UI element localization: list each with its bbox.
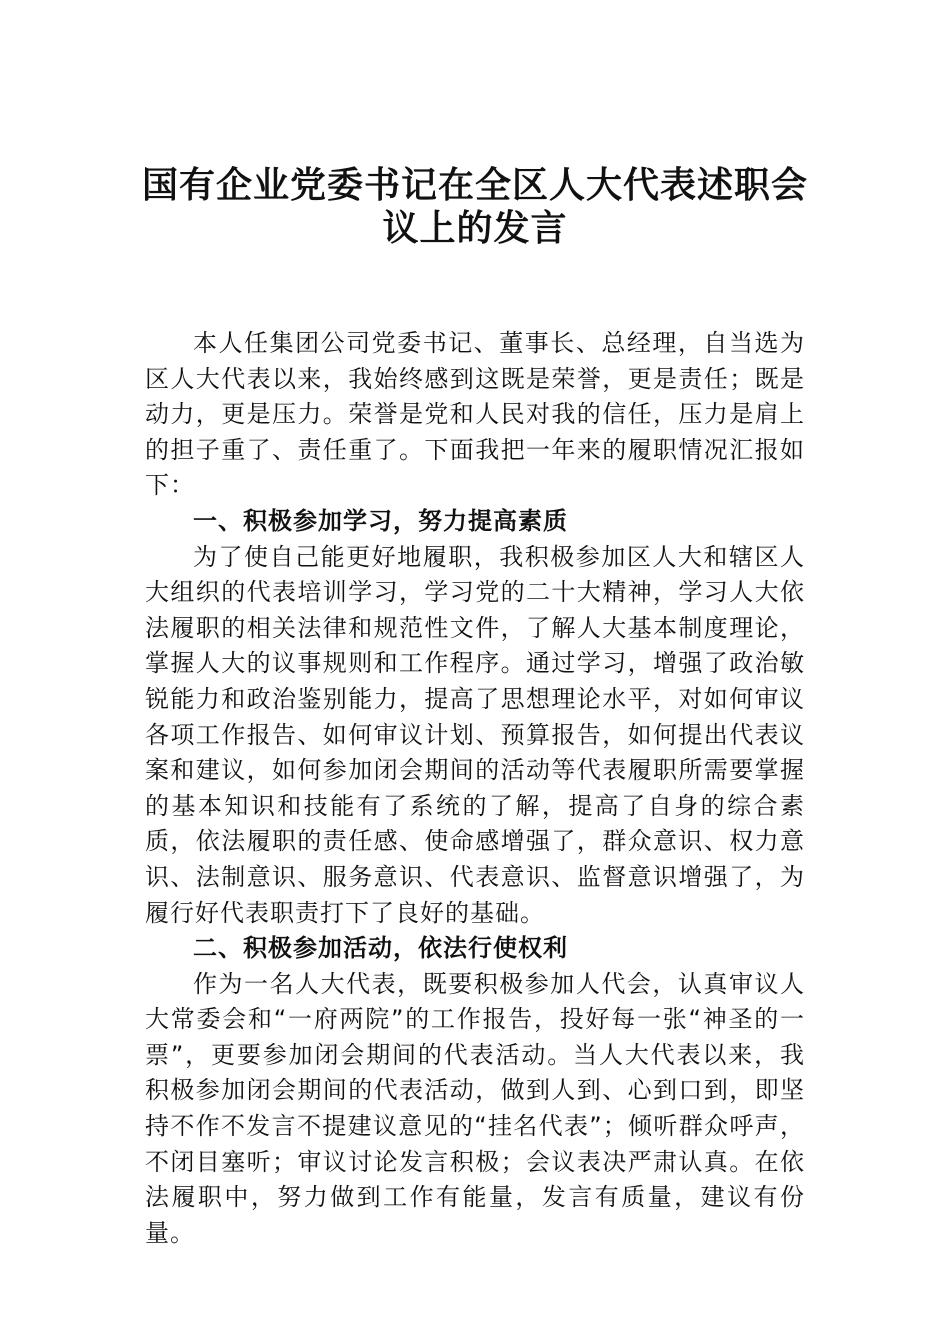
section-heading-1: 一、积极参加学习，努力提高素质 (193, 506, 568, 535)
section-heading-2: 二、积极参加活动，依法行使权利 (193, 934, 568, 963)
document-title-line-2: 议上的发言 (382, 207, 568, 249)
document-body (145, 326, 805, 1251)
section-1-paragraph: 为了使自己能更好地履职，我积极参加区人大和辖区人大组织的代表培训学习，学习党的二十大精神，学习人大依法履职的相关法律和规范性文件，了解人大基本制度理论，掌握人大的议事规则和工作程序。通过学习，增强了政治敏锐能力和政治鉴别能力，提高了思想理论水平，对如何审议各项工作报告、如何审议计划、预算报告，如何提出代表议案和建议，如何参加闭会期间的活动等代表履职所需要掌握的基本知识和技能有了系统的了解，提高了自身的综合素质，依法履职的责任感、使命感增强了，群众意识、权力意识、法制意识、服务意识、代表意识、监督意识增强了，为履行好代表职责打下了良好的基础。 (145, 542, 805, 927)
document-title-line-1: 国有企业党委书记在全区人大代表述职会 (141, 164, 808, 206)
section-2-paragraph: 作为一名人大代表，既要积极参加人代会，认真审议人大常委会和“一府两院”的工作报告，投好每一张“神圣的一票”，更要参加闭会期间的代表活动。当人大代表以来，我积极参加闭会期间的代表活动，做到人到、心到口到，即坚持不作不发言不提建议意见的“挂名代表”；倾听群众呼声，不闭目塞听；审议讨论发言积极；会议表决严肃认真。在依法履职中，努力做到工作有能量，发言有质量，建议有份量。 (145, 969, 805, 1247)
intro-paragraph: 本人任集团公司党委书记、董事长、总经理，自当选为区人大代表以来，我始终感到这既是荣誉，更是责任；既是动力，更是压力。荣誉是党和人民对我的信任，压力是肩上的担子重了、责任重了。下面我把一年来的履职情况汇报如下： (145, 329, 805, 500)
